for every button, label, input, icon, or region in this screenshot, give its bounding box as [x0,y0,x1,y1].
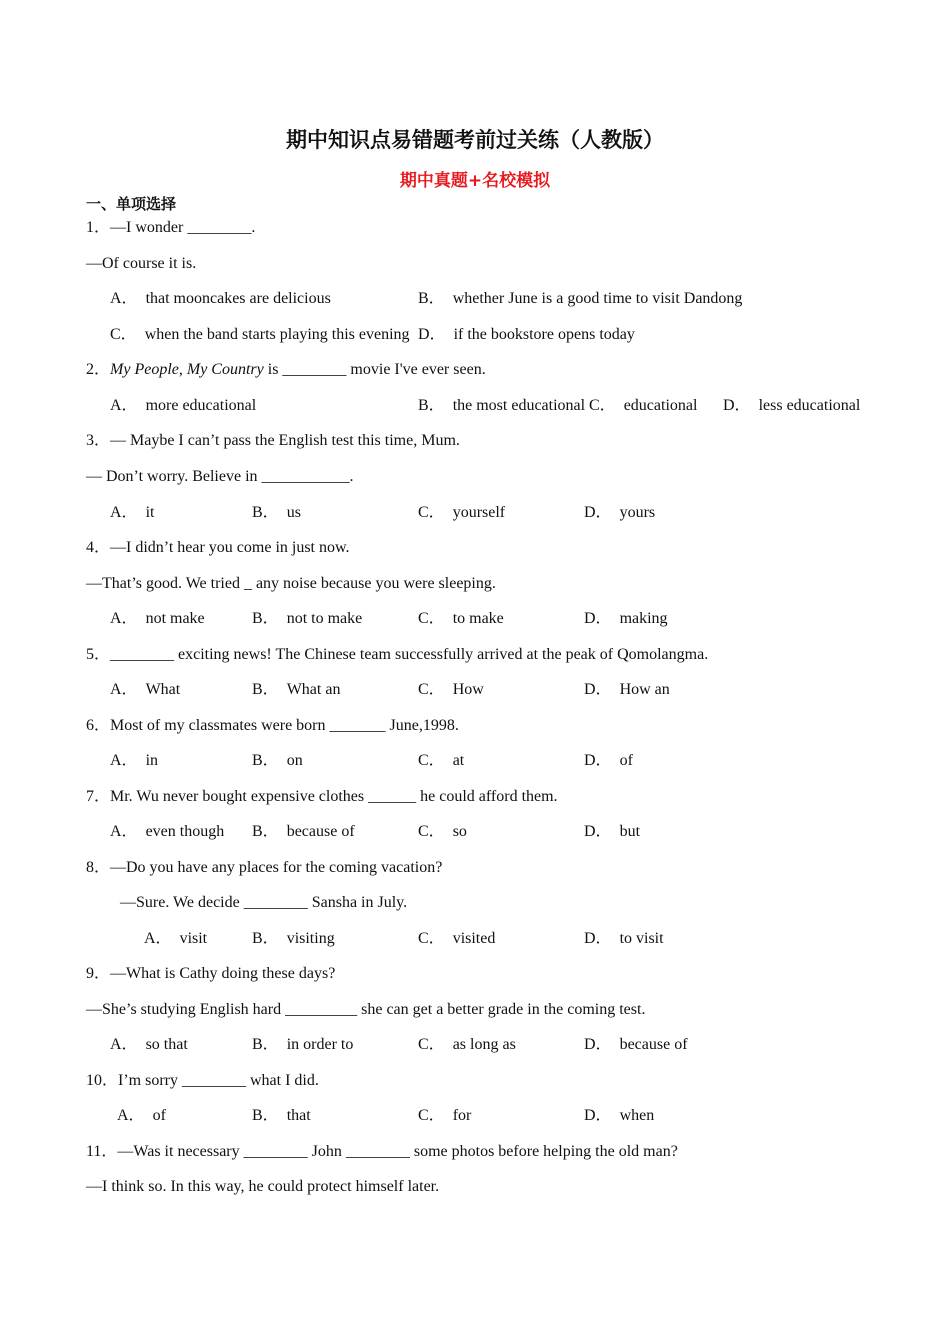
question-2-stem [86,360,486,380]
option-text: when [619,1107,655,1124]
option-text: visiting [286,930,335,947]
option-text: yourself [452,504,506,521]
question-6-option-d [584,751,633,771]
question-2-option-d [723,396,860,416]
option-letter: A． [110,752,138,769]
question-1-reply: —Of course it is. [86,255,197,272]
option-letter: C． [418,1036,445,1053]
option-letter: B． [252,504,279,521]
question-11-reply: —I think so. In this way, he could protect himself later. [86,1178,440,1195]
question-9-stem: 9．—What is Cathy doing these days? [86,965,336,982]
option-letter: D． [584,681,612,698]
question-5-option-a [110,680,180,700]
question-1-option-c [110,325,410,345]
question-2-option-b [418,396,585,416]
question-2-option-a [110,396,256,416]
option-text: visited [452,930,496,947]
option-text: whether June is a good time to visit Dandong [452,290,743,307]
option-text: less educational [758,397,861,414]
movie-title: My People, My Country [110,361,264,378]
question-6-option-a [110,751,158,771]
option-text: not make [145,610,205,627]
option-letter: D． [584,610,612,627]
option-letter: A． [117,1107,145,1124]
option-text: us [286,504,301,521]
option-text: for [452,1107,472,1124]
option-text: of [619,752,633,769]
option-letter: D． [584,1036,612,1053]
stem-text: is ________ movie I've ever seen. [263,361,486,378]
option-letter: B． [252,752,279,769]
option-text: in [145,752,159,769]
option-letter: D． [723,397,751,414]
question-3-reply: — Don’t worry. Believe in ___________. [86,468,354,485]
option-letter: A． [110,823,138,840]
option-text: that mooncakes are delicious [145,290,331,307]
option-letter: D． [584,823,612,840]
option-text: at [452,752,465,769]
question-8-reply: —Sure. We decide ________ Sansha in July. [120,894,408,911]
question-2-option-c [589,396,697,416]
question-6-option-c [418,751,464,771]
option-letter: C． [418,752,445,769]
question-1-option-b [418,289,742,309]
question-3-option-c [418,503,505,523]
option-text: when the band starts playing this evening [144,326,410,343]
question-10-option-c [418,1106,471,1126]
question-10-option-d [584,1106,654,1126]
option-text: so that [145,1036,188,1053]
option-text: more educational [145,397,257,414]
question-4-stem: 4．—I didn’t hear you come in just now. [86,539,350,556]
question-1-option-a [110,289,331,309]
question-9-reply: —She’s studying English hard _________ she can get a better grade in the coming test. [86,1001,646,1018]
option-letter: A． [110,681,138,698]
option-text: in order to [286,1036,354,1053]
question-8-option-b [252,929,335,949]
document-subtitle: 期中真题+名校模拟 [399,171,551,191]
option-text: What an [286,681,341,698]
option-text: it [145,504,155,521]
question-10-option-b [252,1106,311,1126]
question-4-option-c [418,609,504,629]
option-letter: A． [110,504,138,521]
option-text: but [619,823,641,840]
question-7-stem: 7．Mr. Wu never bought expensive clothes ______ he could afford them. [86,788,558,805]
option-letter: B． [252,610,279,627]
question-9-option-b [252,1035,353,1055]
question-11-stem: 11．—Was it necessary ________ John ________ some photos before helping the old man? [86,1143,678,1160]
option-text: so [452,823,467,840]
question-10-option-a [117,1106,166,1126]
option-letter: A． [110,397,138,414]
option-letter: D． [584,1107,612,1124]
question-4-option-b [252,609,362,629]
option-text: to visit [619,930,664,947]
question-4-reply: —That’s good. We tried _ any noise because you were sleeping. [86,575,496,592]
option-text: educational [623,397,698,414]
option-letter: B． [418,397,445,414]
option-text: yours [619,504,656,521]
option-letter: A． [110,290,138,307]
option-letter: C． [418,930,445,947]
option-letter: D． [584,930,612,947]
question-1-stem: 1．—I wonder ________. [86,219,256,236]
option-letter: C． [418,610,445,627]
option-letter: A． [110,1036,138,1053]
question-3-stem: 3．— Maybe I can’t pass the English test this time, Mum. [86,432,460,449]
question-5-option-c [418,680,484,700]
option-letter: D． [584,504,612,521]
option-letter: B． [252,930,279,947]
question-8-option-c [418,929,495,949]
option-letter: D． [584,752,612,769]
question-6-option-b [252,751,303,771]
option-text: the most educational [452,397,586,414]
option-text: of [152,1107,166,1124]
question-4-option-d [584,609,668,629]
question-4-option-a [110,609,205,629]
option-text: visit [179,930,208,947]
option-text: How an [619,681,670,698]
option-text: How [452,681,484,698]
option-text: that [286,1107,311,1124]
document-title: 期中知识点易错题考前过关练（人教版） [286,128,664,152]
question-3-option-b [252,503,301,523]
option-text: on [286,752,303,769]
question-8-option-d [584,929,664,949]
option-letter: C． [589,397,616,414]
question-8-option-a [144,929,207,949]
question-7-option-a [110,822,224,842]
question-7-option-c [418,822,467,842]
option-letter: C． [418,1107,445,1124]
question-1-option-d [418,325,635,345]
question-3-option-a [110,503,154,523]
option-letter: B． [252,823,279,840]
option-letter: C． [418,823,445,840]
option-text: if the bookstore opens today [453,326,635,343]
option-letter: B． [252,1036,279,1053]
question-number: 2． [86,361,111,378]
option-text: making [619,610,668,627]
option-letter: A． [110,610,138,627]
option-letter: C． [418,681,445,698]
option-letter: A． [144,930,172,947]
option-letter: D． [418,326,446,343]
option-text: not to make [286,610,363,627]
question-5-option-d [584,680,670,700]
question-10-stem: 10．I’m sorry ________ what I did. [86,1072,319,1089]
option-text: as long as [452,1036,516,1053]
option-letter: B． [418,290,445,307]
option-text: because of [286,823,355,840]
question-7-option-d [584,822,640,842]
question-8-stem: 8．—Do you have any places for the coming vacation? [86,859,443,876]
option-text: even though [145,823,225,840]
option-text: to make [452,610,504,627]
question-9-option-d [584,1035,688,1055]
option-letter: C． [110,326,137,343]
question-9-option-a [110,1035,188,1055]
option-text: What [145,681,181,698]
option-letter: B． [252,1107,279,1124]
option-text: because of [619,1036,688,1053]
question-9-option-c [418,1035,516,1055]
question-3-option-d [584,503,655,523]
option-letter: C． [418,504,445,521]
option-letter: B． [252,681,279,698]
question-5-option-b [252,680,340,700]
question-5-stem: 5．________ exciting news! The Chinese team successfully arrived at the peak of Qomolangma. [86,646,709,663]
question-7-option-b [252,822,355,842]
question-6-stem: 6．Most of my classmates were born _______ June,1998. [86,717,459,734]
section-heading: 一、单项选择 [86,195,177,213]
